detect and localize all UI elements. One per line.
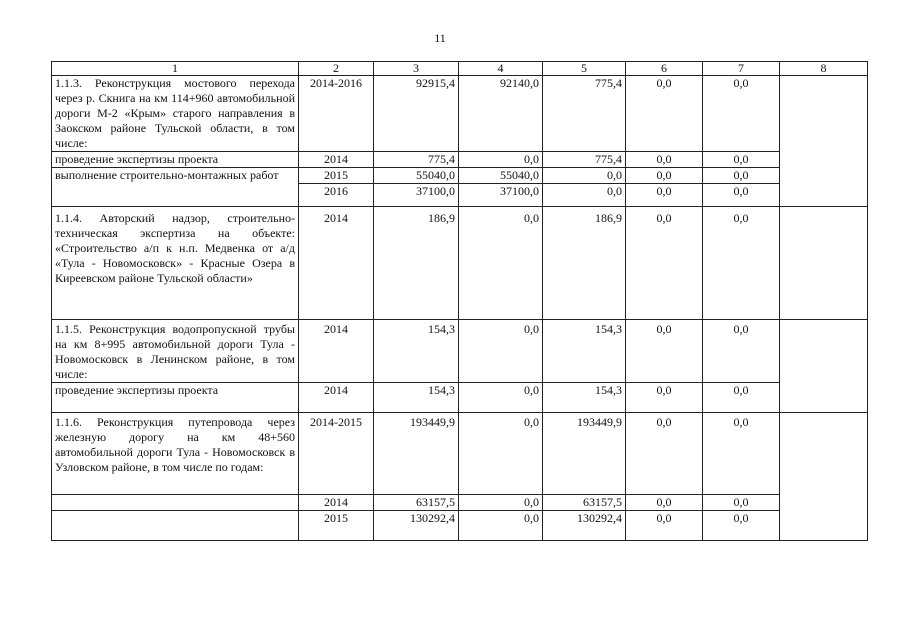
- table-row: [52, 383, 868, 413]
- cell-col3: 775,4: [374, 152, 459, 168]
- row-year: 2015: [299, 511, 374, 541]
- row-description: выполнение строительно-монтажных работ: [52, 168, 299, 207]
- table-row: [52, 511, 868, 541]
- cell-col5: 775,4: [543, 152, 626, 168]
- cell-col5: 193449,9: [543, 413, 626, 495]
- row-year: 2014: [299, 320, 374, 383]
- cell-col6: 0,0: [626, 76, 703, 152]
- cell-col3: 55040,0: [374, 168, 459, 184]
- row-description: 1.1.3. Реконструкция мостового перехода через р. Скнига на км 114+960 автомобильной дороги М-2 «Крым» старого направления в Заокском районе Тульской области, в том числе:: [52, 76, 299, 152]
- column-header: 3: [374, 62, 459, 76]
- cell-col3: 193449,9: [374, 413, 459, 495]
- table-row: [52, 152, 868, 168]
- cell-col4: 0,0: [459, 320, 543, 383]
- cell-col5: 154,3: [543, 383, 626, 413]
- cell-col3: 154,3: [374, 383, 459, 413]
- cell-col6: 0,0: [626, 184, 703, 207]
- cell-col5: 0,0: [543, 184, 626, 207]
- row-description: проведение экспертизы проекта: [52, 383, 299, 413]
- cell-col3: 37100,0: [374, 184, 459, 207]
- column-header: 5: [543, 62, 626, 76]
- row-year: 2014: [299, 207, 374, 320]
- cell-col6: 0,0: [626, 383, 703, 413]
- cell-col4: 0,0: [459, 207, 543, 320]
- cell-col4: 0,0: [459, 413, 543, 495]
- column-number-header: [52, 62, 868, 76]
- cell-col6: 0,0: [626, 152, 703, 168]
- row-description: 1.1.6. Реконструкция путепровода через железную дорогу на км 48+560 автомобильной дороги Тула - Новомосковск в Узловском районе, в том числе по годам:: [52, 413, 299, 495]
- table-row: [52, 413, 868, 495]
- cell-col8: [780, 207, 868, 320]
- cell-col7: 0,0: [703, 76, 780, 152]
- cell-col3: 92915,4: [374, 76, 459, 152]
- cell-col4: 55040,0: [459, 168, 543, 184]
- table-row: [52, 76, 868, 152]
- cell-col7: 0,0: [703, 413, 780, 495]
- cell-col7: 0,0: [703, 207, 780, 320]
- cell-col4: 0,0: [459, 152, 543, 168]
- cell-col6: 0,0: [626, 413, 703, 495]
- row-year: 2014: [299, 152, 374, 168]
- cell-col3: 63157,5: [374, 495, 459, 511]
- row-year: 2014: [299, 495, 374, 511]
- cell-col5: 0,0: [543, 168, 626, 184]
- cell-col6: 0,0: [626, 168, 703, 184]
- row-description: [52, 495, 299, 511]
- cell-col7: 0,0: [703, 511, 780, 541]
- cell-col6: 0,0: [626, 320, 703, 383]
- cell-col3: 154,3: [374, 320, 459, 383]
- row-description: [52, 511, 299, 541]
- column-header: 8: [780, 62, 868, 76]
- cell-col8: [780, 76, 868, 207]
- cell-col3: 186,9: [374, 207, 459, 320]
- cell-col6: 0,0: [626, 511, 703, 541]
- table-row: [52, 207, 868, 320]
- row-description: проведение экспертизы проекта: [52, 152, 299, 168]
- cell-col4: 92140,0: [459, 76, 543, 152]
- cell-col4: 0,0: [459, 511, 543, 541]
- cell-col7: 0,0: [703, 495, 780, 511]
- row-year: 2014: [299, 383, 374, 413]
- table-row: [52, 320, 868, 383]
- row-year: 2015: [299, 168, 374, 184]
- cell-col3: 130292,4: [374, 511, 459, 541]
- cell-col7: 0,0: [703, 320, 780, 383]
- cell-col4: 0,0: [459, 383, 543, 413]
- cell-col5: 775,4: [543, 76, 626, 152]
- column-header: 6: [626, 62, 703, 76]
- column-header: 7: [703, 62, 780, 76]
- row-year: 2016: [299, 184, 374, 207]
- cell-col5: 63157,5: [543, 495, 626, 511]
- cell-col4: 0,0: [459, 495, 543, 511]
- cell-col5: 186,9: [543, 207, 626, 320]
- cell-col6: 0,0: [626, 207, 703, 320]
- row-year: 2014-2015: [299, 413, 374, 495]
- budget-table: [51, 61, 868, 541]
- cell-col8: [780, 413, 868, 541]
- cell-col7: 0,0: [703, 383, 780, 413]
- column-header: 2: [299, 62, 374, 76]
- row-year: 2014-2016: [299, 76, 374, 152]
- cell-col8: [780, 320, 868, 413]
- cell-col4: 37100,0: [459, 184, 543, 207]
- cell-col7: 0,0: [703, 168, 780, 184]
- cell-col7: 0,0: [703, 152, 780, 168]
- table-row: [52, 168, 868, 184]
- table-row: [52, 495, 868, 511]
- row-description: 1.1.4. Авторский надзор, строительно-техническая экспертиза на объекте: «Строительство а/п к н.п. Медвенка от а/д «Тула - Новомосковск» - Красные Озера в Киреевском районе Тульской области»: [52, 207, 299, 320]
- page-number: 11: [434, 31, 446, 45]
- row-description: 1.1.5. Реконструкция водопропускной трубы на км 8+995 автомобильной дороги Тула - Новомосковск в Ленинском районе, в том числе:: [52, 320, 299, 383]
- cell-col6: 0,0: [626, 495, 703, 511]
- column-header: 4: [459, 62, 543, 76]
- cell-col7: 0,0: [703, 184, 780, 207]
- cell-col5: 154,3: [543, 320, 626, 383]
- cell-col5: 130292,4: [543, 511, 626, 541]
- column-header: 1: [52, 62, 299, 76]
